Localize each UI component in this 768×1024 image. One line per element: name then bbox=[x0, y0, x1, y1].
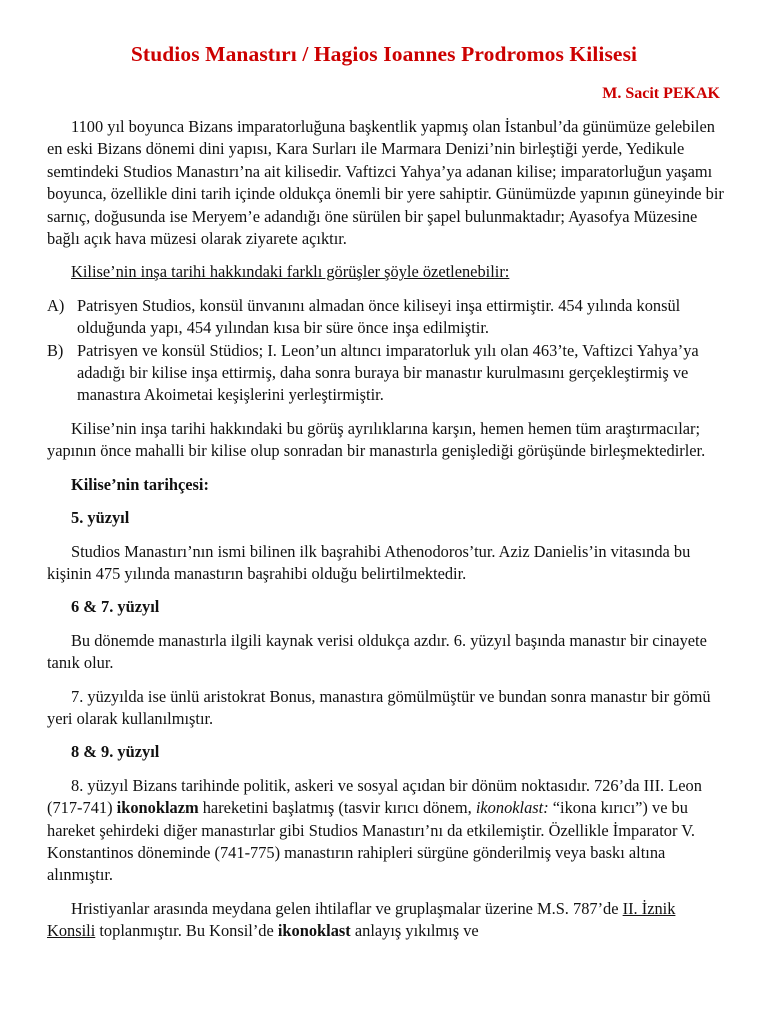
century-8-9-paragraph-2 bbox=[47, 898, 727, 943]
council-link: II. İznik Konsili bbox=[47, 898, 676, 941]
views-list bbox=[47, 295, 727, 407]
text-run: anlayış yıkılmış ve bbox=[350, 921, 479, 941]
text-run: Hristiyanlar arasında meydana gelen ihtilaflar ve gruplaşmalar üzerine M.S. 787’de bbox=[71, 898, 623, 918]
century-6-7-heading: 6 & 7. yüzyıl bbox=[71, 597, 160, 617]
century-5-paragraph: Studios Manastırı’nın ismi bilinen ilk başrahibi Athenodoros’tur. Aziz Danielis’in vitasında bu kişinin 475 yılında manastırın başrahibi olduğu belirtilmektedir. bbox=[47, 541, 691, 583]
century-5-heading: 5. yüzyıl bbox=[71, 508, 130, 528]
list-item bbox=[47, 340, 727, 407]
list-marker: A) bbox=[47, 295, 65, 315]
views-heading: Kilise’nin inşa tarihi hakkındaki farklı görüşler şöyle özetlenebilir: bbox=[71, 262, 510, 282]
text-run: 8. yüzyıl Bizans tarihinde politik, askeri ve sosyal açıdan bir dönüm noktasıdır. 726’da III. Leon (717-741) bbox=[47, 775, 702, 818]
term-ikonoklazm: ikonoklazm bbox=[116, 798, 199, 818]
term-ikonoklast-italic: ikonoklast: bbox=[475, 798, 549, 818]
century-6-7-paragraph-1: Bu dönemde manastırla ilgili kaynak verisi oldukça azdır. 6. yüzyıl başında manastır bir cinayete tanık olur. bbox=[47, 630, 707, 673]
page-title: Studios Manastırı / Hagios Ioannes Prodromos Kilisesi bbox=[130, 42, 638, 66]
century-8-9-heading: 8 & 9. yüzyıl bbox=[71, 742, 160, 762]
views-heading-paragraph bbox=[47, 261, 727, 283]
list-item bbox=[47, 295, 727, 340]
list-item-text: Patrisyen Studios, konsül ünvanını almadan önce kiliseyi inşa ettirmiştir. 454 yılında konsül olduğunda yapı, 454 yılından kısa bir süre önce inşa edilmiştir. bbox=[77, 295, 681, 338]
consensus-paragraph: Kilise’nin inşa tarihi hakkındaki bu görüş ayrılıklarına karşın, hemen hemen tüm araştırmacılar; yapının önce mahalli bir kilise olup sonradan bir manastırla genişlediği görüşünde birleşmektedirler. bbox=[47, 418, 706, 461]
century-6-7-paragraph-2: 7. yüzyılda ise ünlü aristokrat Bonus, manastıra gömülmüştür ve bundan sonra manastır bir gömü yeri olarak kullanılmıştır. bbox=[47, 686, 711, 728]
text-run: “ikona kırıcı”) ve bu hareket şehirdeki diğer manastırlar gibi Studios Manastırı’nı da etkilemiştir. Özellikle İmparator V. Konstantinos döneminde (741-775) manastırın rahipleri sürgüne gönderilmiş veya baskı altına alınmıştır. bbox=[47, 798, 696, 885]
history-heading: Kilise’nin tarihçesi: bbox=[71, 474, 209, 494]
author-name: M. Sacit PEKAK bbox=[602, 85, 720, 102]
term-ikonoklast: ikonoklast bbox=[277, 921, 351, 941]
document-body bbox=[47, 116, 727, 954]
list-marker: B) bbox=[47, 340, 64, 360]
text-run: toplanmıştır. Bu Konsil’de bbox=[95, 921, 278, 941]
text-run: hareketini başlatmış (tasvir kırıcı dönem, bbox=[198, 798, 476, 818]
list-item-text: Patrisyen ve konsül Stüdios; I. Leon’un altıncı imparatorluk yılı olan 463’te, Vaftizci Yahya’ya adadığı bir kilise inşa ettirmiş, daha sonra buraya bir manastır kurulmasını gerçekleştirmiş ve manastıra Akoimetai keşişlerini yerleştirmiştir. bbox=[77, 340, 699, 405]
intro-paragraph: 1100 yıl boyunca Bizans imparatorluğuna başkentlik yapmış olan İstanbul’da günümüze gelebilen en eski Bizans dönemi dini yapısı, Kara Surları ile Marmara Denizi’nin birleştiği yerde, Yedikule semtindeki Studios Manastırı’na ait kilisedir. Vaftizci Yahya’ya adanan kilise; imparatorluğun yaşamı boyunca, özellikle dini tarih içinde oldukça önemli bir yere sahiptir. Günümüzde yapının güneyinde bir sarnıç, doğusunda ise Meryem’e adandığı öne sürülen bir şapel bulunmaktadır; Ayasofya Müzesine bağlı açık hava müzesi olarak ziyarete açıktır. bbox=[47, 117, 724, 249]
century-8-9-paragraph-1 bbox=[47, 775, 727, 887]
